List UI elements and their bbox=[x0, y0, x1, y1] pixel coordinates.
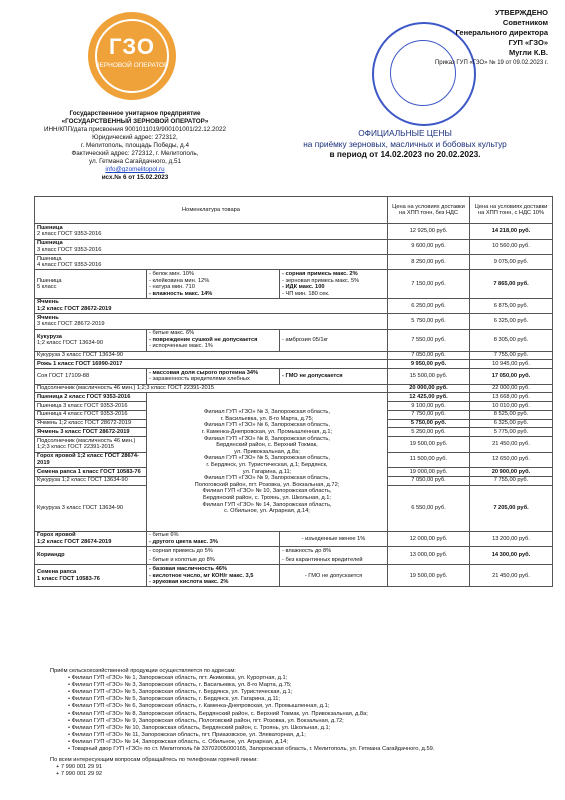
product-name: Пшеница bbox=[37, 277, 62, 284]
product-name: Семена рапса 1 класс ГОСТ 10583-76 bbox=[35, 467, 147, 476]
address-item: • Филиал ГУП «ГЗО» № 1, Запорожская область, пгт. Акимовка, ул. Курортная, д.1; bbox=[68, 675, 288, 682]
product-name: Ячмень 1;2 класс ГОСТ 28672-2019 bbox=[35, 419, 147, 428]
price-nonds: 12 000,00 руб. bbox=[388, 531, 470, 546]
product-gost: 1 класс ГОСТ 10583-76 bbox=[37, 575, 100, 582]
org-line: ул. Гетмана Сагайдачного, д.51 bbox=[88, 158, 182, 165]
product-name: Горох яровой 1;2 класс ГОСТ 28674-2019 bbox=[35, 452, 147, 467]
table-row bbox=[35, 369, 553, 384]
table-row bbox=[35, 351, 553, 360]
quality-param: - натура мин. 710 bbox=[149, 284, 195, 291]
product-gost: 1;2 класс ГОСТ 28674-2019 bbox=[37, 538, 112, 545]
product-name: Ячмень bbox=[37, 314, 59, 321]
price-nonds: 15 500,00 руб. bbox=[388, 369, 470, 384]
product-name: Пшеница bbox=[37, 224, 63, 231]
price-nonds: 7 150,00 руб. bbox=[388, 270, 470, 299]
product-name: Ячмень bbox=[37, 299, 59, 306]
table-row bbox=[35, 270, 553, 299]
address-item: • Филиал ГУП «ГЗО» № 6, Запорожская область, г. Каменка-Днепровская, ул. Промышленная, д.1; bbox=[68, 703, 330, 710]
price-nonds: 6 550,00 руб. bbox=[388, 485, 470, 531]
product-name: Подсолнечник (масличность 46 мин.) 1;2;3 класс ГОСТ 22391-2015 bbox=[35, 437, 147, 452]
price-nds: 14 218,00 руб. bbox=[470, 224, 553, 239]
product-name: Пшеница 2 класс ГОСТ 9353-2016 bbox=[35, 393, 147, 402]
product-name: Кукуруза 1;2 класс ГОСТ 13634-90 bbox=[35, 476, 147, 485]
hotline-phone: + 7 990 001 29 91 bbox=[56, 764, 103, 771]
filial-line: Бердянский район, с. Троянь, ул. Школьная, д.1; bbox=[203, 494, 331, 501]
price-nonds: 12 925,00 руб. bbox=[388, 224, 470, 239]
price-nonds: 7 550,00 руб. bbox=[388, 329, 470, 351]
quality-param: - ГМО не допускается bbox=[280, 369, 388, 384]
quality-param: - другого цвета макс. 3% bbox=[149, 538, 218, 545]
product-name: Семена рапса bbox=[37, 569, 77, 576]
product-name: Горох яровой bbox=[37, 532, 76, 539]
quality-param: - клейковина мин. 12% bbox=[149, 277, 210, 284]
org-line: Государственное унитарное предприятие bbox=[69, 110, 201, 117]
product-name: Пшеница 3 класс ГОСТ 9353-2016 bbox=[35, 402, 147, 411]
filial-addresses bbox=[147, 393, 388, 531]
price-nonds: 7 750,00 руб. bbox=[388, 410, 470, 419]
price-nds: 10 010,00 руб. bbox=[470, 402, 553, 411]
price-nds: 7 865,00 руб. bbox=[470, 270, 553, 299]
price-nonds: 12 425,00 руб. bbox=[388, 393, 470, 402]
org-line: Юридический адрес: 272312, bbox=[92, 134, 178, 141]
price-nds: 6 875,00 руб. bbox=[470, 298, 553, 313]
price-nonds: 5 250,00 руб. bbox=[388, 428, 470, 437]
price-nonds: 9 600,00 руб. bbox=[388, 239, 470, 254]
org-email-link[interactable]: info@gzomelitopol.ru bbox=[105, 166, 165, 173]
table-row bbox=[35, 565, 553, 587]
price-nonds: 9 950,00 руб. bbox=[388, 360, 470, 369]
address-item: • Филиал ГУП «ГЗО» № 3, Запорожская область, г. Васильевка, ул. 8-го Марта, д.75; bbox=[68, 682, 292, 689]
filial-line: ул. Гагарина, д.11; bbox=[242, 468, 292, 475]
table-row bbox=[35, 254, 553, 269]
product-gost: 3 класс ГОСТ 28672-2019 bbox=[37, 321, 105, 328]
price-nonds: 19 500,00 руб. bbox=[388, 437, 470, 452]
quality-param: - повреждение сушкой не допускается bbox=[149, 336, 258, 343]
price-nonds: 7 050,00 руб. bbox=[388, 351, 470, 360]
filial-line: Филиал ГУП «ГЗО» № 9, Запорожская область, bbox=[204, 475, 330, 482]
org-line: г. Мелитополь, площадь Победы, д.4 bbox=[81, 142, 189, 149]
price-nds: 8 305,00 руб. bbox=[470, 329, 553, 351]
address-item: • Филиал ГУП «ГЗО» № 5, Запорожская область, г. Бердянск, ул. Туристическая, д.1; bbox=[68, 689, 293, 696]
filial-line: Филиал ГУП «ГЗО» № 8, Запорожская область, bbox=[204, 435, 330, 442]
price-nonds: 19 500,00 руб. bbox=[388, 565, 470, 587]
price-nds: 7 755,00 руб. bbox=[470, 476, 553, 485]
table-row bbox=[35, 314, 553, 329]
price-nds: 8 525,00 руб. bbox=[470, 410, 553, 419]
table-row bbox=[35, 224, 553, 239]
filial-line: Пологовский район, пгт. Розовка, ул. Вокзальная, д.72; bbox=[194, 481, 340, 488]
logo-text: ЗЕРНОВОЙ ОПЕРАТОР bbox=[95, 62, 169, 69]
gzo-logo bbox=[88, 12, 176, 100]
product-gost: 2 класс ГОСТ 9353-2016 bbox=[37, 231, 102, 238]
price-table bbox=[34, 196, 553, 587]
price-nonds: 19 000,00 руб. bbox=[388, 467, 470, 476]
quality-param: - амброзия 05/1кг bbox=[280, 329, 388, 351]
header-price-nds: Цена на условиях доставки на ХПП тонн, с НДС 10% bbox=[470, 197, 553, 224]
price-nds: 6 325,00 руб. bbox=[470, 419, 553, 428]
quality-param: - массовая доля сырого протеина 34% bbox=[149, 369, 259, 376]
filial-line: Филиал ГУП «ГЗО» № 5, Запорожская область, bbox=[204, 455, 330, 462]
org-line: Фактический адрес: 272312, г. Мелитополь, bbox=[71, 150, 199, 157]
approval-line: ГУП «ГЗО» bbox=[508, 38, 548, 47]
price-nds: 12 650,00 руб. bbox=[470, 452, 553, 467]
price-nds: 14 300,00 руб. bbox=[470, 547, 553, 565]
price-nds: 6 325,00 руб. bbox=[470, 314, 553, 329]
price-nds: 10 945,00 руб. bbox=[470, 360, 553, 369]
hotline-text: По всем интересующим вопросам обращайтесь по телефонам горячей линии: bbox=[50, 757, 259, 764]
table-row bbox=[35, 393, 553, 402]
footer-intro: Приём сельскохозяйственной продукции осуществляется по адресам: bbox=[50, 668, 236, 674]
product-gost: 1;2 класс ГОСТ 28672-2019 bbox=[37, 306, 112, 313]
quality-param: - сорная примесь макс. 2% bbox=[282, 270, 358, 277]
product-gost: 5 класс bbox=[37, 284, 57, 291]
price-nonds: 5 750,00 руб. bbox=[388, 419, 470, 428]
org-line: «ГОСУДАРСТВЕННЫЙ ЗЕРНОВОЙ ОПЕРАТОР» bbox=[61, 118, 209, 125]
price-nds: 22 000,00 руб. bbox=[470, 384, 553, 393]
product-name: Рожь 1 класс ГОСТ 16990-2017 bbox=[35, 360, 388, 369]
price-nds: 5 775,00 руб. bbox=[470, 428, 553, 437]
quality-param: - базовая масличность 46% bbox=[149, 566, 227, 573]
filial-line: Филиал ГУП «ГЗО» № 3, Запорожская область, bbox=[204, 409, 330, 416]
address-item: • Филиал ГУП «ГЗО» № 8, Запорожская область, Бердянский район, с. Верхний Токмак, ул. Привокзальная, д.8а; bbox=[68, 710, 368, 717]
quality-param: - испорченные макс. 1% bbox=[149, 343, 213, 350]
address-item: • Филиал ГУП «ГЗО» № 14, Запорожская область, с. Обильное, ул. Аграрная, д.14; bbox=[68, 738, 288, 745]
price-nds: 13 668,00 руб. bbox=[470, 393, 553, 402]
quality-param: - ГМО не допускается bbox=[280, 565, 388, 587]
document-title bbox=[260, 128, 550, 160]
quality-param: - влажность макс. 14% bbox=[149, 290, 213, 297]
price-nonds: 8 250,00 руб. bbox=[388, 254, 470, 269]
address-item: • Филиал ГУП «ГЗО» № 10, Запорожская область, Бердянский район, с. Троянь, ул. Школьная, д.1; bbox=[68, 724, 331, 731]
table-row bbox=[35, 531, 553, 546]
price-nds: 13 200,00 руб. bbox=[470, 531, 553, 546]
table-header bbox=[35, 197, 553, 224]
quality-param: - изъеденные менее 1% bbox=[280, 531, 388, 546]
product-name: Пшеница 4 класс ГОСТ 9353-2016 bbox=[35, 410, 147, 419]
product-name: Пшеница bbox=[37, 255, 62, 262]
address-item: • Товарный двор ГУП «ГЗО» по ст. Мелитополь № 33702005000165, Запорожская область, г. Мелитополь, ул. Гетмана Сагайдачного, д.59. bbox=[68, 746, 435, 753]
quality-param: - зараженность вредителями хлебных bbox=[149, 376, 250, 383]
product-name: Соя ГОСТ 17109-88 bbox=[35, 369, 147, 384]
filial-line: г. Каменка-Днепровская, ул. Промышленная, д.1; bbox=[201, 429, 333, 436]
approval-line: УТВЕРЖДЕНО bbox=[495, 8, 548, 17]
approval-order: Приказ ГУП «ГЗО» № 19 от 09.02.2023 г. bbox=[434, 60, 548, 66]
filial-line: г. Васильевка, ул. 8-го Марта, д.75; bbox=[220, 415, 314, 422]
title-line: ОФИЦИАЛЬНЫЕ ЦЕНЫ bbox=[358, 128, 452, 138]
address-item: • Филиал ГУП «ГЗО» № 9, Запорожская область, Пологовский район, пгт. Розовка, ул. Вокзальная, д.72; bbox=[68, 717, 344, 724]
header-price-nonds: Цена на условиях доставки на ХПП тонн, без НДС bbox=[388, 197, 470, 224]
org-line: ИНН/КПП/дата присвоения 9001011019/900101001/22.12.2022 bbox=[43, 126, 227, 133]
price-nds: 7 205,00 руб. bbox=[470, 485, 553, 531]
quality-param: - ЧП мин. 180 сек. bbox=[282, 290, 330, 297]
price-nonds: 5 750,00 руб. bbox=[388, 314, 470, 329]
filial-line: г. Бердянск, ул. Туристическая, д.1; Бердянск, bbox=[206, 462, 328, 469]
price-nonds: 6 250,00 руб. bbox=[388, 298, 470, 313]
address-item: • Филиал ГУП «ГЗО» № 5, Запорожская область, г. Бердянск, ул. Гагарина, д.11; bbox=[68, 696, 280, 703]
reception-addresses bbox=[50, 668, 550, 778]
quality-param: - кислотное число, мг КОН/г макс. 3,5 bbox=[149, 572, 254, 579]
price-nds: 21 450,00 руб. bbox=[470, 565, 553, 587]
table-row bbox=[35, 547, 553, 565]
filial-line: Бердянский район, с. Верхний Токмак, bbox=[216, 442, 318, 449]
price-nds: 20 900,00 руб. bbox=[470, 467, 553, 476]
quality-param: - белок мин. 10% bbox=[149, 270, 195, 277]
quality-param: - без карантинных вредителей bbox=[282, 557, 363, 564]
header-name: Номенклатура товара bbox=[35, 197, 388, 224]
product-gost: 3 класс ГОСТ 9353-2016 bbox=[37, 246, 102, 253]
filial-line: с. Обильное, ул. Аграрная, д.14; bbox=[224, 508, 310, 515]
price-nonds: 7 050,00 руб. bbox=[388, 476, 470, 485]
table-row bbox=[35, 360, 553, 369]
price-nonds: 11 500,00 руб. bbox=[388, 452, 470, 467]
price-nds: 21 450,00 руб. bbox=[470, 437, 553, 452]
product-name: Кориандр bbox=[35, 547, 147, 565]
hotline-phone: + 7 990 001 29 92 bbox=[56, 771, 103, 778]
quality-param: - эруковая кислота макс. 2% bbox=[149, 579, 229, 586]
approval-line: Советником bbox=[502, 18, 548, 27]
product-gost: 4 класс ГОСТ 9353-2016 bbox=[37, 262, 102, 269]
product-name: Пшеница bbox=[37, 240, 63, 247]
product-gost: 1;2 класс ГОСТ 13634-90 bbox=[37, 340, 103, 347]
product-name: Ячмень 3 класс ГОСТ 28672-2019 bbox=[35, 428, 147, 437]
table-row bbox=[35, 329, 553, 351]
table-row bbox=[35, 298, 553, 313]
product-name: Кукуруза bbox=[37, 333, 62, 340]
filial-line: Филиал ГУП «ГЗО» № 14, Запорожская область, bbox=[202, 501, 332, 508]
address-item: • Филиал ГУП «ГЗО» № 11, Запорожская область, пгт. Приазовское, ул. Элеваторная, д.1; bbox=[68, 731, 306, 738]
org-ref: исх.№ 6 от 15.02.2023 bbox=[101, 174, 169, 181]
quality-param: - битые и колотые до 8% bbox=[149, 557, 215, 564]
price-nds: 17 050,00 руб. bbox=[470, 369, 553, 384]
quality-param: - битые 6% bbox=[149, 532, 179, 539]
price-nds: 7 755,00 руб. bbox=[470, 351, 553, 360]
price-nds: 10 560,00 руб. bbox=[470, 239, 553, 254]
title-period: в период от 14.02.2023 по 20.02.2023. bbox=[329, 149, 481, 159]
logo-abbr: ГЗО bbox=[108, 34, 156, 59]
approval-line: Мугли К.В. bbox=[509, 48, 548, 57]
quality-param: - битые макс. 6% bbox=[149, 330, 195, 337]
price-nds: 9 075,00 руб. bbox=[470, 254, 553, 269]
table-row bbox=[35, 239, 553, 254]
product-name: Подсолнечник (масличность 46 мин.) 1;2;3 класс ГОСТ 22391-2015 bbox=[35, 384, 388, 393]
filial-line: ул. Привокзальная, д.8а; bbox=[234, 448, 300, 455]
filial-line: Филиал ГУП «ГЗО» № 10, Запорожская область, bbox=[202, 488, 332, 495]
approval-block bbox=[420, 8, 548, 68]
price-nonds: 20 000,00 руб. bbox=[388, 384, 470, 393]
table-row bbox=[35, 384, 553, 393]
approval-line: Генерального директора bbox=[455, 28, 548, 37]
product-name: Кукуруза 3 класс ГОСТ 13634-90 bbox=[35, 485, 147, 531]
quality-param: - влажность до 8% bbox=[282, 547, 332, 554]
price-nonds: 13 000,00 руб. bbox=[388, 547, 470, 565]
quality-param: - зерновая примесь макс. 5% bbox=[282, 277, 360, 284]
quality-param: - сорная примесь до 5% bbox=[149, 547, 213, 554]
organization-block bbox=[40, 110, 230, 182]
filial-line: Филиал ГУП «ГЗО» № 6, Запорожская область, bbox=[204, 422, 330, 429]
product-name: Кукуруза 3 класс ГОСТ 13634-90 bbox=[35, 351, 388, 360]
price-nonds: 9 100,00 руб. bbox=[388, 402, 470, 411]
quality-param: - ИДК макс. 100 bbox=[282, 284, 325, 291]
title-line: на приёмку зерновых, масличных и бобовых культур bbox=[303, 138, 507, 149]
